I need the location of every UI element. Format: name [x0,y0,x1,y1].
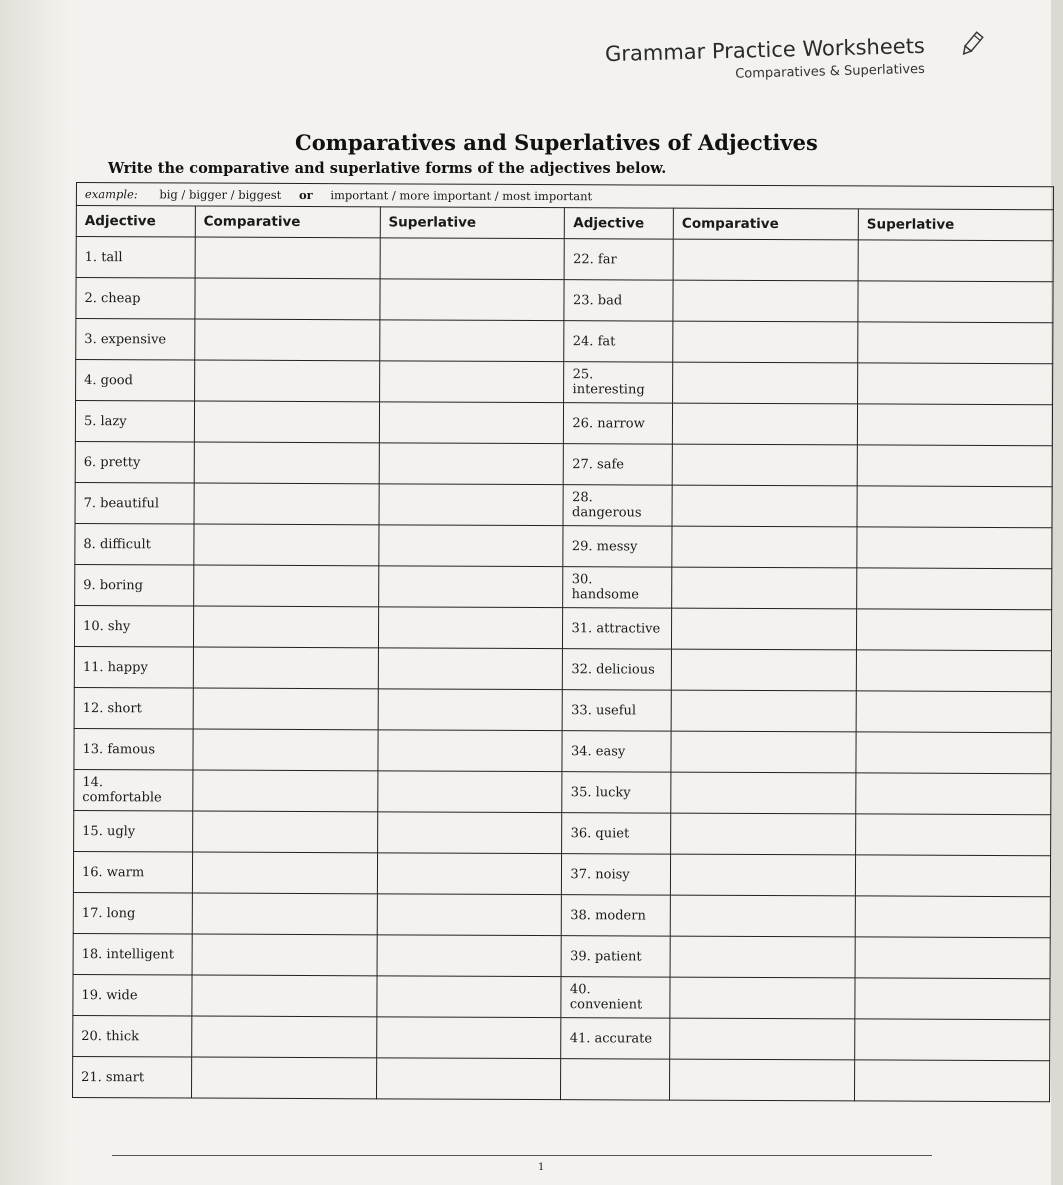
comparative-answer-cell[interactable] [670,1018,855,1060]
header-comparative: Comparative [195,206,380,238]
adjective-cell: 40. convenient [561,977,670,1018]
table-row [73,1056,1050,1101]
superlative-answer-cell[interactable] [858,240,1053,282]
comparative-answer-cell[interactable] [191,1016,376,1058]
superlative-answer-cell[interactable] [856,650,1051,692]
superlative-answer-cell[interactable] [380,238,565,280]
comparative-answer-cell[interactable] [671,649,856,691]
table-body [73,237,1054,1102]
table-row [75,441,1052,486]
superlative-answer-cell[interactable] [378,648,563,690]
adjective-cell: 19. wide [73,974,192,1016]
comparative-answer-cell[interactable] [195,237,380,279]
header-adjective-2: Adjective [565,208,674,239]
comparative-answer-cell[interactable] [670,1059,855,1101]
superlative-answer-cell[interactable] [855,1019,1050,1061]
superlative-answer-cell[interactable] [376,1017,561,1059]
adjective-cell: 8. difficult [75,523,194,565]
adjective-cell: 22. far [565,239,674,280]
table-row [74,728,1051,773]
adjective-cell: 18. intelligent [73,933,192,975]
adjective-cell: 41. accurate [561,1018,670,1059]
superlative-answer-cell[interactable] [857,404,1052,446]
comparative-answer-cell[interactable] [673,280,858,322]
adjective-cell: 3. expensive [76,319,195,361]
comparative-answer-cell[interactable] [671,772,856,814]
comparative-answer-cell[interactable] [671,731,856,773]
superlative-answer-cell[interactable] [378,689,563,731]
table-row [75,401,1052,446]
comparative-answer-cell[interactable] [672,485,857,527]
comparative-answer-cell[interactable] [191,1057,376,1099]
adjective-cell: 31. attractive [563,608,672,649]
superlative-answer-cell[interactable] [857,568,1052,610]
superlative-answer-cell[interactable] [379,361,564,403]
superlative-answer-cell[interactable] [378,566,563,608]
adjective-cell: 4. good [76,360,195,402]
superlative-answer-cell[interactable] [857,527,1052,569]
header-adjective: Adjective [76,206,195,238]
example-first: big / bigger / biggest [159,187,282,202]
header-superlative-2: Superlative [858,209,1053,241]
table-row [74,605,1051,650]
superlative-answer-cell[interactable] [376,1058,561,1100]
comparative-answer-cell[interactable] [192,811,377,853]
table-row [74,769,1051,814]
adjective-cell: 20. thick [73,1015,192,1057]
comparative-answer-cell[interactable] [193,606,378,648]
comparative-answer-cell[interactable] [670,936,855,978]
comparative-answer-cell[interactable] [192,934,377,976]
comparative-answer-cell[interactable] [672,567,857,609]
superlative-answer-cell[interactable] [857,363,1052,405]
comparative-answer-cell[interactable] [194,401,379,443]
adjective-cell: 15. ugly [74,810,193,852]
table-row [74,687,1051,732]
adjective-cell: 16. warm [73,851,192,893]
superlative-answer-cell[interactable] [854,1060,1049,1102]
adjective-cell: 27. safe [564,444,673,485]
comparative-answer-cell[interactable] [672,526,857,568]
comparative-answer-cell[interactable] [671,854,856,896]
brand-header [604,33,926,82]
footer-line [112,1155,932,1156]
superlative-answer-cell[interactable] [856,773,1051,815]
comparative-answer-cell[interactable] [193,565,378,607]
adjective-cell [561,1059,670,1100]
table-row [73,851,1050,896]
adjective-cell: 1. tall [76,237,195,279]
superlative-answer-cell[interactable] [855,896,1050,938]
superlative-answer-cell[interactable] [856,691,1051,733]
superlative-answer-cell[interactable] [379,402,564,444]
comparative-answer-cell[interactable] [193,729,378,771]
adjective-cell: 14. comfortable [74,769,193,811]
superlative-answer-cell[interactable] [855,978,1050,1020]
header-row [76,206,1053,241]
table-row [74,810,1051,855]
example-second: important / more important / most important [330,188,593,204]
table-row [75,523,1052,568]
adjective-cell: 28. dangerous [563,485,672,526]
adjective-cell: 11. happy [74,646,193,688]
table-row [76,360,1053,405]
adjective-cell: 30. handsome [563,567,672,608]
adjective-cell: 23. bad [564,280,673,321]
adjective-cell: 36. quiet [562,813,671,854]
adjective-cell: 26. narrow [564,403,673,444]
comparative-answer-cell[interactable] [192,893,377,935]
superlative-answer-cell[interactable] [856,609,1051,651]
worksheet-page [40,0,1050,1185]
adjective-cell: 34. easy [562,731,671,772]
superlative-answer-cell[interactable] [858,281,1053,323]
superlative-answer-cell[interactable] [377,853,562,895]
superlative-answer-cell[interactable] [855,855,1050,897]
adjective-cell: 25. interesting [564,362,673,403]
adjective-cell: 9. boring [75,564,194,606]
adjective-cell: 6. pretty [75,441,194,483]
adjective-cell: 13. famous [74,728,193,770]
comparative-answer-cell[interactable] [193,770,378,812]
superlative-answer-cell[interactable] [377,935,562,977]
superlative-answer-cell[interactable] [856,814,1051,856]
comparative-answer-cell[interactable] [672,403,857,445]
adjective-cell: 32. delicious [563,649,672,690]
adjective-cell: 12. short [74,687,193,729]
comparative-answer-cell[interactable] [194,442,379,484]
superlative-answer-cell[interactable] [378,607,563,649]
worksheet-table [72,182,1054,1102]
superlative-answer-cell[interactable] [857,445,1052,487]
comparative-answer-cell[interactable] [671,690,856,732]
brand-subtitle: Comparatives & Superlatives [735,61,926,82]
adjective-cell: 33. useful [563,690,672,731]
adjective-cell: 7. beautiful [75,482,194,524]
adjective-cell: 10. shy [74,605,193,647]
adjective-cell: 17. long [73,892,192,934]
header-comparative-2: Comparative [673,208,858,240]
comparative-answer-cell[interactable] [192,852,377,894]
comparative-answer-cell[interactable] [673,362,858,404]
superlative-answer-cell[interactable] [855,937,1050,979]
superlative-answer-cell[interactable] [378,525,563,567]
comparative-answer-cell[interactable] [672,444,857,486]
table-row [74,646,1051,691]
table-row [76,237,1053,282]
page-number: 1 [538,1162,545,1173]
adjective-cell: 5. lazy [75,401,194,443]
comparative-answer-cell[interactable] [193,647,378,689]
superlative-answer-cell[interactable] [377,894,562,936]
table-row [75,482,1052,527]
comparative-answer-cell[interactable] [670,977,855,1019]
comparative-answer-cell[interactable] [673,239,858,281]
table-row [76,278,1053,323]
table-row [75,564,1052,609]
superlative-answer-cell[interactable] [378,730,563,772]
adjective-cell: 21. smart [73,1056,192,1098]
table-row [73,1015,1050,1060]
background-edge [1051,0,1063,1185]
comparative-answer-cell[interactable] [192,975,377,1017]
comparative-answer-cell[interactable] [194,524,379,566]
superlative-answer-cell[interactable] [379,320,564,362]
comparative-answer-cell[interactable] [672,608,857,650]
superlative-answer-cell[interactable] [377,771,562,813]
table-row [76,319,1053,364]
table-row [73,933,1050,978]
adjective-cell: 29. messy [563,526,672,567]
worksheet-title: Comparatives and Superlatives of Adjectives [295,130,818,155]
superlative-answer-cell[interactable] [377,976,562,1018]
comparative-answer-cell[interactable] [193,688,378,730]
instructions: Write the comparative and superlative forms of the adjectives below. [108,160,667,177]
superlative-answer-cell[interactable] [379,484,564,526]
comparative-answer-cell[interactable] [673,321,858,363]
superlative-answer-cell[interactable] [858,322,1053,364]
example-label: example: [84,187,138,202]
adjective-cell: 2. cheap [76,278,195,320]
comparative-answer-cell[interactable] [671,813,856,855]
adjective-cell: 24. fat [564,321,673,362]
superlative-answer-cell[interactable] [377,812,562,854]
superlative-answer-cell[interactable] [380,279,565,321]
superlative-answer-cell[interactable] [857,486,1052,528]
comparative-answer-cell[interactable] [195,319,380,361]
header-superlative: Superlative [380,207,565,239]
comparative-answer-cell[interactable] [194,360,379,402]
brand-title: Grammar Practice Worksheets [604,33,926,67]
superlative-answer-cell[interactable] [379,443,564,485]
table-row [73,892,1050,937]
adjective-cell: 37. noisy [562,854,671,895]
table-row [73,974,1050,1019]
example-or: or [298,187,313,203]
comparative-answer-cell[interactable] [670,895,855,937]
pencil-icon [958,30,986,58]
adjective-cell: 35. lucky [562,772,671,813]
adjective-cell: 39. patient [562,936,671,977]
comparative-answer-cell[interactable] [194,483,379,525]
comparative-answer-cell[interactable] [195,278,380,320]
superlative-answer-cell[interactable] [856,732,1051,774]
adjective-cell: 38. modern [562,895,671,936]
